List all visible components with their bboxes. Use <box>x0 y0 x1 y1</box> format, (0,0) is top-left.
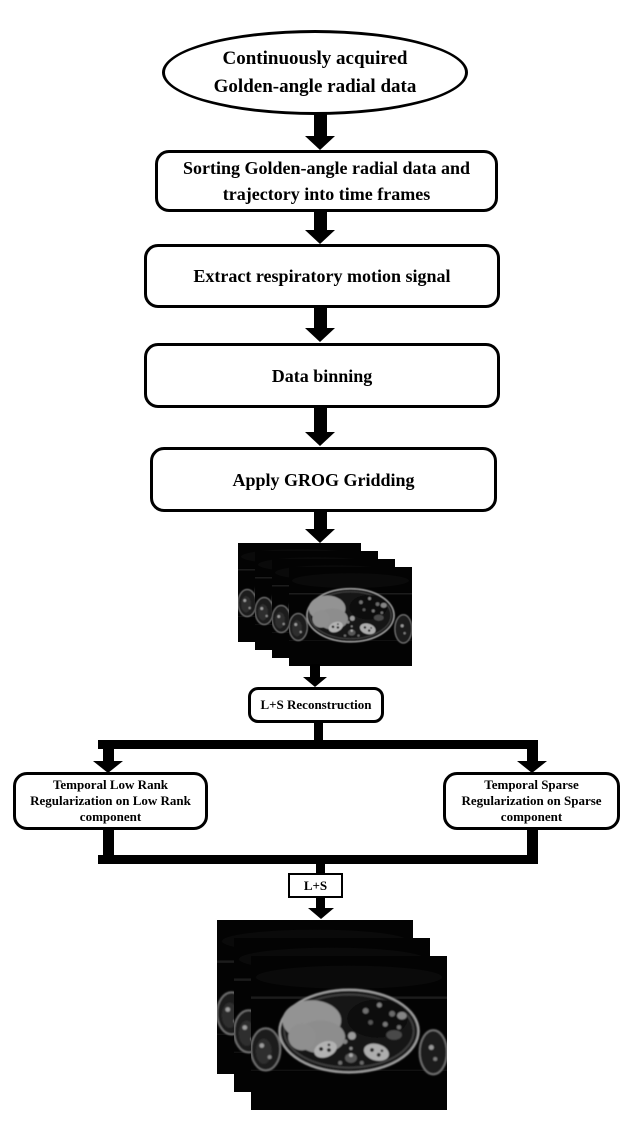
node-temporal-sparse-line: Temporal Sparse <box>484 777 579 792</box>
connector-stem <box>314 723 323 740</box>
down-arrow-stem <box>310 664 320 677</box>
down-arrow-stem <box>314 510 327 529</box>
node-start-ellipse <box>162 30 468 115</box>
node-start-line: Golden-angle radial data <box>213 75 417 97</box>
down-arrow-stem <box>527 749 538 761</box>
down-arrow-icon <box>305 529 335 543</box>
node-sorting-line: trajectory into time frames <box>222 184 431 204</box>
down-arrow-stem <box>314 406 327 432</box>
node-ls-merge <box>288 873 343 898</box>
mri-axial-slice-image <box>289 567 412 666</box>
down-arrow-stem <box>314 210 327 230</box>
node-temporal-sparse <box>443 772 620 830</box>
node-ls-reconstruction <box>248 687 384 723</box>
node-ls-reconstruction-label: L+S Reconstruction <box>260 697 372 712</box>
node-temporal-low-rank-line: component <box>79 809 142 824</box>
node-extract-motion <box>144 244 500 308</box>
node-grog-gridding-line: Apply GROG Gridding <box>232 469 415 490</box>
down-arrow-icon <box>308 908 334 919</box>
connector-stem <box>527 830 538 855</box>
down-arrow-stem <box>314 306 327 328</box>
node-start-line: Continuously acquired <box>222 47 408 69</box>
connector-stem <box>103 830 114 855</box>
down-arrow-icon <box>305 328 335 342</box>
node-temporal-low-rank-line: Temporal Low Rank <box>52 777 169 792</box>
node-data-binning <box>144 343 500 408</box>
merge-connector-bar <box>98 855 538 864</box>
node-temporal-low-rank <box>13 772 208 830</box>
mri-image-stack-top <box>238 543 412 666</box>
mri-frame <box>251 956 447 1110</box>
node-grog-gridding <box>150 447 497 512</box>
node-temporal-sparse-line: Regularization on Sparse <box>461 793 602 808</box>
mri-axial-slice-image <box>251 956 447 1110</box>
down-arrow-icon <box>305 230 335 244</box>
node-temporal-sparse-line: component <box>500 809 563 824</box>
node-sorting <box>155 150 498 212</box>
branch-connector-bar <box>98 740 538 749</box>
node-ls-merge-label: L+S <box>303 877 328 893</box>
down-arrow-icon <box>305 432 335 446</box>
down-arrow-stem <box>316 898 325 908</box>
mri-frame <box>289 567 412 666</box>
node-data-binning-line: Data binning <box>271 365 373 386</box>
node-temporal-low-rank-line: Regularization on Low Rank <box>30 793 191 808</box>
down-arrow-icon <box>303 677 327 687</box>
node-sorting-line: Sorting Golden-angle radial data and <box>182 158 471 178</box>
down-arrow-stem <box>103 749 114 761</box>
node-extract-motion-line: Extract respiratory motion signal <box>193 266 451 286</box>
mri-image-stack-bottom <box>217 920 447 1110</box>
down-arrow-icon <box>305 136 335 150</box>
connector-stem <box>316 864 325 873</box>
down-arrow-stem <box>314 112 327 136</box>
